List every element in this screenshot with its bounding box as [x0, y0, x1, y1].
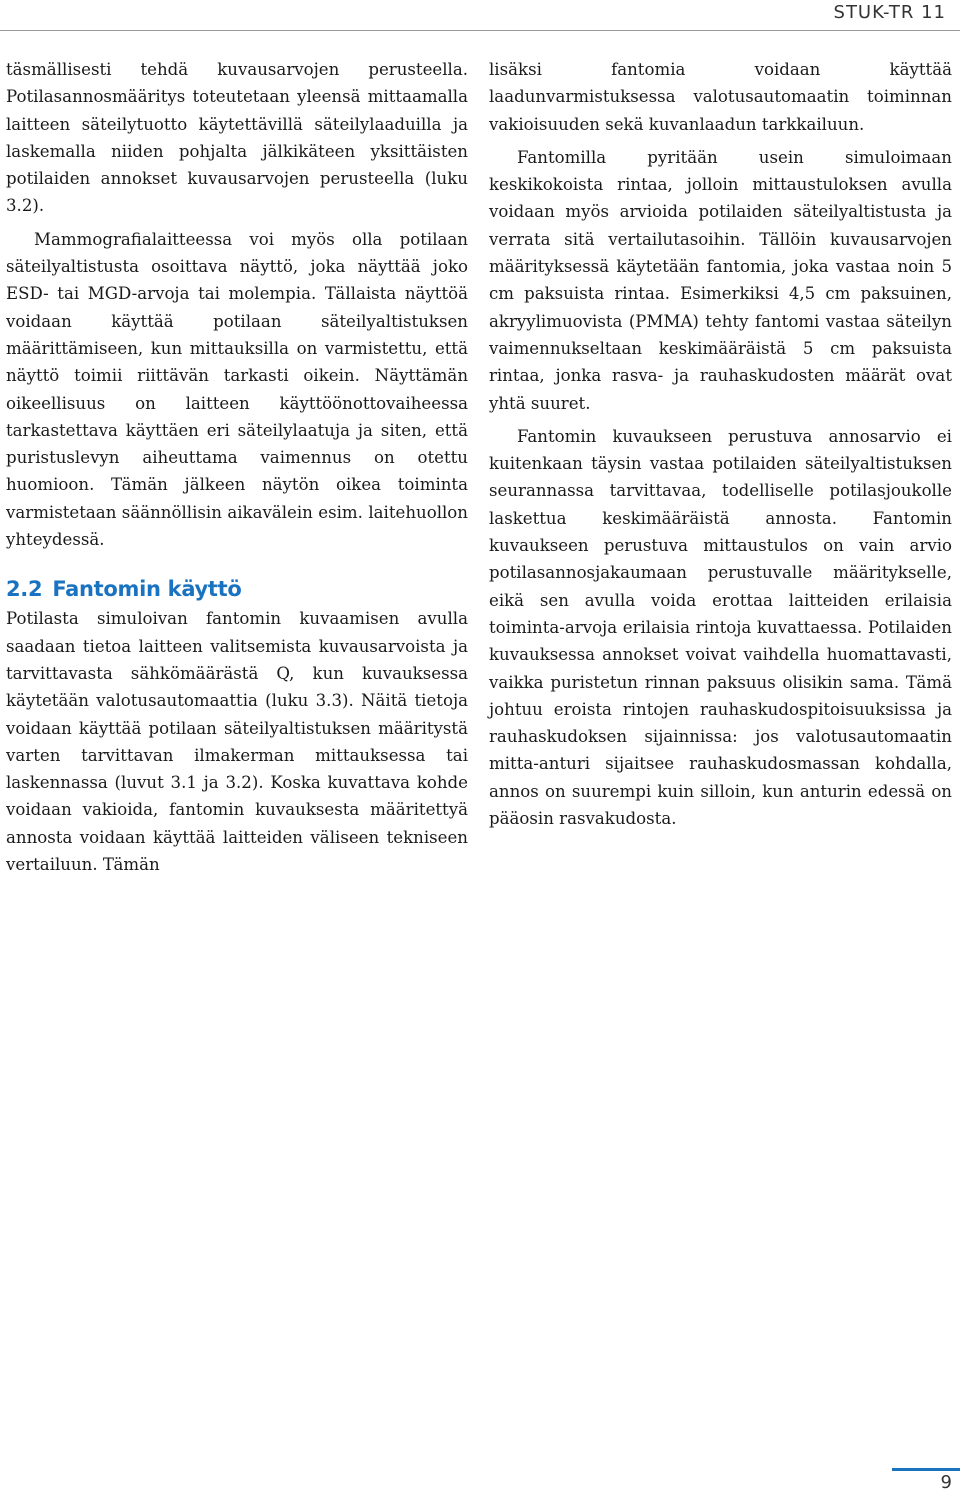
- section-title: Fantomin käyttö: [52, 577, 242, 602]
- body-paragraph: lisäksi fantomia voidaan käyttää laadunvarmistuksessa valotusautomaatin toiminnan vakioisuuden sekä kuvanlaadun tarkkailuun.: [489, 60, 952, 134]
- left-column: [6, 56, 468, 878]
- body-paragraph: Fantomilla pyritään usein simuloimaan keskikokoista rintaa, jolloin mittaustuloksen avulla voidaan myös arvioida potilaiden säteilyaltistusta ja verrata sitä vertailutasoihin. Tällöin kuvausarvojen määrityksessä käytetään fantomia, joka vastaa noin 5 cm paksuista rintaa. Esimerkiksi 4,5 cm paksuinen, akryylimuovista (PMMA) tehty fantomi vastaa säteilyn vaimennukseltaan keskimääräistä 5 cm paksuista rintaa, jonka rasva- ja rauhaskudosten määrät ovat yhtä suuret.: [489, 147, 952, 413]
- footer-accent-rule: [892, 1468, 960, 1471]
- body-paragraph: Potilasta simuloivan fantomin kuvaamisen avulla saadaan tietoa laitteen valitsemista kuvausarvoista ja tarvittavasta sähkömäärästä Q, kun kuvauksessa käytetään valotusautomaattia (luku 3.3). Näitä tietoja voidaan käyttää potilaan säteilyaltistuksen määritystä varten tarvittavan ilmakerman mittauksessa tai laskennassa (luvut 3.1 ja 3.2). Koska kuvattava kohde voidaan vakioida, fantomin kuvauksesta määritettyä annosta voidaan käyttää laitteiden väliseen tekniseen vertailuun. Tämän: [6, 609, 468, 875]
- body-paragraph: Fantomin kuvaukseen perustuva annosarvio ei kuitenkaan täysin vastaa potilaiden säteilyaltistuksen seurannassa tarvittavaa, todelliselle potilasjoukolle laskettua keskimääräistä annosta. Fantomin kuvaukseen perustuva mittaustulos on vain arvio potilasannosjakaumaan perustuvalle määritykselle, eikä sen avulla voida erottaa laitteiden erilaisia toiminta-arvoja erilaisia rintoja kuvattaessa. Potilaiden kuvauksessa annokset voivat vaihdella huomattavasti, vaikka puristetun rinnan paksuus olisikin sama. Tämä johtuu eroista rintojen rauhaskudospitoisuuksissa ja rauhaskudoksen sijainnissa: jos valotusautomaatin mitta-anturi sijaitsee rauhaskudosmassan kohdalla, annos on suurempi kuin silloin, kun anturin edessä on pääosin rasvakudosta.: [489, 426, 952, 829]
- header-divider: [0, 30, 960, 31]
- series-label: STUK-TR 11: [833, 2, 946, 23]
- right-column: [489, 56, 952, 832]
- body-paragraph: täsmällisesti tehdä kuvausarvojen perusteella. Potilasannosmääritys toteutetaan yleensä mittaamalla laitteen säteilytuotto käytettävillä säteilylaaduilla ja laskemalla niiden pohjalta jälkikäteen yksittäisten potilaiden annokset kuvausarvojen perusteella (luku 3.2).: [6, 60, 468, 216]
- body-paragraph: Mammografialaitteessa voi myös olla potilaan säteilyaltistusta osoittava näyttö, joka näyttää joko ESD- tai MGD-arvoja tai molempia. Tällaista näyttöä voidaan käyttää potilaan säteilyaltistuksen määrittämiseen, kun mittauksilla on varmistettu, että näyttö toimii riittävän tarkasti oikein. Näyttämän oikeellisuus on laitteen käyttöönottovaiheessa tarkastettava käyttäen eri säteilylaatuja ja siten, että puristuslevyn aiheuttama vaimennus on otettu huomioon. Tämän jälkeen näytön oikea toiminta varmistetaan säännöllisin aikavälein esim. laitehuollon yhteydessä.: [6, 229, 468, 550]
- section-number: 2.2: [6, 577, 43, 602]
- section-heading: [6, 575, 468, 603]
- page-number: 9: [940, 1472, 952, 1493]
